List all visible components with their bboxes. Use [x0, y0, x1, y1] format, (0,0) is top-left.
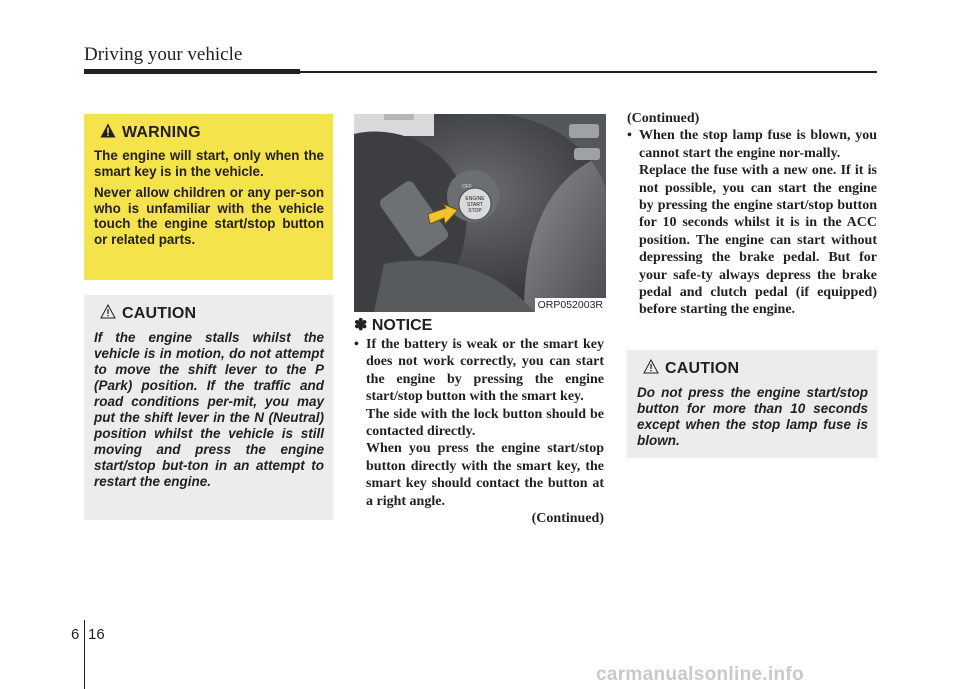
- caution-triangle-icon: [100, 304, 116, 324]
- warning-heading: [100, 122, 324, 144]
- continued-label: (Continued): [531, 511, 604, 527]
- notice-body: [354, 336, 604, 527]
- continued-body: [627, 110, 877, 319]
- page-number: 16: [88, 626, 105, 643]
- notice-heading: [354, 315, 432, 335]
- header-rule: [300, 71, 877, 73]
- header-bar: [84, 69, 300, 74]
- photo-code: ORP052003R: [535, 298, 606, 312]
- caution-box: [627, 350, 877, 458]
- warning-paragraph: The engine will start, only when the smart key is in the vehicle.: [94, 148, 324, 179]
- caution-triangle-icon: [643, 359, 659, 379]
- watermark: carmanualsonline.info: [596, 664, 804, 685]
- warning-paragraph: Never allow children or any per-son who is unfamiliar with the vehicle touch the engine start/stop button or related parts.: [94, 185, 324, 247]
- notice-bullet: [354, 336, 604, 527]
- steering-wheel-photo: [354, 114, 606, 312]
- bullet-dot: •: [354, 337, 359, 352]
- fuse-paragraph: Replace the fuse with a new one. If it is not possible, you can start the engine by pressing the engine start/stop button for 10 seconds whilst it is in the ACC position. The engine can start without depressing the brake pedal. But for your safe-ty always depress the brake pedal and clutch pedal (if equipped) before starting the engine.: [639, 163, 877, 318]
- warning-title: WARNING: [122, 124, 201, 141]
- caution-title: CAUTION: [665, 360, 740, 377]
- notice-paragraph: If the battery is weak or the smart key does not work correctly, you can start the engine by pressing the engine start/stop button with the smart key.: [366, 337, 604, 405]
- header-title: Driving your vehicle: [84, 44, 243, 65]
- notice-paragraph: The side with the lock button should be contacted directly.: [366, 406, 604, 440]
- notice-title: NOTICE: [371, 317, 433, 334]
- caution-box: [84, 295, 333, 520]
- notice-symbol: ✽: [354, 317, 368, 334]
- footer-rule: [84, 620, 85, 689]
- notice-paragraph: When you press the engine start/stop button directly with the smart key, the smart key should contact the button at a right angle.: [366, 441, 604, 509]
- caution-title: CAUTION: [122, 305, 197, 322]
- photo-button-label: START: [467, 202, 483, 208]
- warning-triangle-icon: [100, 123, 116, 143]
- caution-text: If the engine stalls whilst the vehicle is in motion, do not attempt to move the shift lever to the P (Park) position. If the traffic and road conditions per-mit, you may put the shift lever in the N (Neutral) position whilst the vehicle is still moving and press the engine start/stop but-ton in an attempt to restart the engine.: [94, 330, 324, 489]
- bullet-dot: •: [627, 128, 632, 144]
- caution-heading: [643, 358, 868, 380]
- fuse-bullet: [627, 127, 877, 318]
- photo-button-label: OFF: [462, 184, 472, 190]
- photo-button-label: ENGINE: [465, 196, 485, 202]
- section-number: 6: [71, 626, 80, 643]
- caution-text: Do not press the engine start/stop button for more than 10 seconds except when the stop lamp fuse is blown.: [637, 385, 868, 448]
- warning-box: [84, 114, 333, 280]
- caution-heading: [100, 303, 324, 325]
- fuse-paragraph: When the stop lamp fuse is blown, you cannot start the engine nor-mally.: [639, 128, 877, 161]
- continued-label: (Continued): [627, 111, 700, 126]
- photo-button-label: STOP: [468, 208, 482, 214]
